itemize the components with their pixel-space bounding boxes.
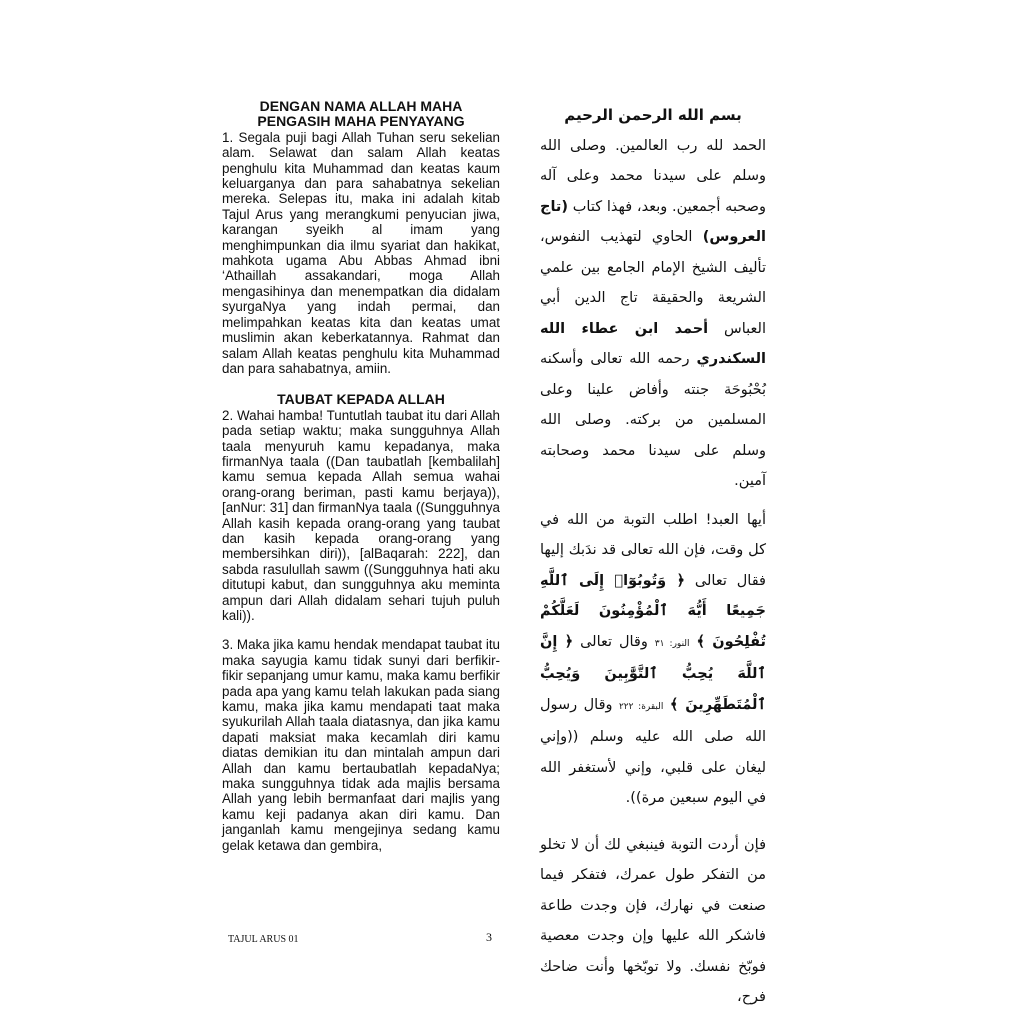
malay-heading-basmala: DENGAN NAMA ALLAH MAHA PENGASIH MAHA PENYAYANG	[257, 98, 465, 130]
arabic-p1-text-a: الحمد لله رب العالمين. وصلى الله وسلم على سيدنا محمد وعلى آله وصحبه أجمعين. وبعد، فهذا كتاب	[540, 137, 766, 215]
arabic-p1-text-c: الحاوي لتهذيب النفوس، تأليف الشيخ الإمام الجامع بين علمي الشريعة والحقيقة تاج الدين أبي العباس	[540, 229, 766, 337]
arabic-p2-text-b: وقال تعالى	[573, 633, 655, 650]
verse-reference-albaqarah: البقرة: ٢٢٢	[618, 701, 664, 712]
arabic-author-name: أحمد ابن عطاء الله السكندري	[540, 320, 766, 367]
malay-translation-column	[222, 99, 500, 853]
arabic-p2-text-a: أيها العبد! اطلب التوبة من الله في كل وقت، فإن الله تعالى قد ندَبك إليها فقال تعالى	[540, 511, 766, 589]
arabic-paragraph-2	[540, 505, 766, 814]
arabic-p2-text-c: وقال رسول الله صلى الله عليه وسلم ((وإني ليغان على قلبي، وإني لأستغفر الله في اليوم سبعين مرة)).	[540, 696, 766, 806]
arabic-paragraph-3: فإن أردت التوبة فينبغي لك أن لا تخلو من التفكر طول عمرك، فتفكر فيما صنعت في نهارك، فإن وجدت طاعة فاشكر الله عليها وإن وجدت معصية فوبّخ نفسك. ولا توبّخها وأنت ضاحك فرح،	[540, 836, 766, 1005]
malay-paragraph-2: 2. Wahai hamba! Tuntutlah taubat itu dari Allah pada setiap waktu; maka sungguhnya Allah taala menyuruh kamu kepadanya, maka firmanNya taala ((Dan taubatlah [kembalilah] kamu semua kepada Allah semua wahai orang-orang beriman, pasti kamu berjaya)), [anNur: 31] dan firmanNya taala ((Sungguhnya Allah kasih kepada orang-orang yang taubat dan kasih kepada orang-orang yang membersihkan diri)), [alBaqarah: 222], dan sabda rasulullah sawm ((Sungguhnya hati aku ditutupi kabut, dan sungguhnya aku meminta ampun dari Allah didalam sehari tujuh puluh kali)).	[222, 407, 500, 623]
malay-heading-taubat: TAUBAT KEPADA ALLAH	[277, 391, 445, 408]
arabic-p1-text-e: رحمه الله تعالى وأسكنه بُحْبُوحَة جنته وأفاض علينا وعلى المسلمين من بركته. وصلى الله وسلم على سيدنا محمد وصحابته آمين.	[540, 351, 766, 489]
verse-reference-annur: النور: ٣١	[654, 638, 690, 649]
footer-book-label: TAJUL ARUS 01	[228, 934, 299, 945]
quran-verse-albaqarah: ﴿ إِنَّ ٱللَّهَ يُحِبُّ ٱلتَّوَّٰبِينَ وَيُحِبُّ ٱلْمُتَطَهِّرِينَ ﴾	[540, 633, 766, 713]
arabic-book-title: (تاج العروس)	[540, 198, 766, 245]
quran-verse-annur: ﴿ وَتُوبُوٓا۟ إِلَى ٱللَّهِ جَمِيعًا أَيُّهَ ٱلْمُؤْمِنُونَ لَعَلَّكُمْ تُفْلِحُونَ ﴾	[540, 572, 767, 650]
malay-paragraph-3: 3. Maka jika kamu hendak mendapat taubat itu maka sayugia kamu tidak sunyi dari berfikir-fikir sepanjang umur kamu, maka kamu berfikir pada apa yang kamu telah lakukan pada siang kamu, maka jika kamu mendapati taat maka syukurilah Allah taala diatasnya, dan jika kamu dapati maksiat maka kecamlah diri kamu diatas demikian itu dan mintalah ampun dari Allah dan kamu bertaubatlah kepadaNya; maka sungguhnya tidak ada majlis bersama Allah yang lebih bermanfaat dari majlis yang kamu keji padanya akan diri kamu. Dan janganlah kamu mengejinya sedang kamu gelak ketawa dan gembira,	[222, 637, 500, 853]
arabic-text-column	[540, 100, 766, 1013]
malay-paragraph-1: 1. Segala puji bagi Allah Tuhan seru sekelian alam. Selawat dan salam Allah keatas penghulu kita Muhammad dan keatas kaum keluarganya dan para sahabatnya sekelian mereka. Selepas itu, maka ini adalah kitab Tajul Arus yang merangkumi penyucian jiwa, karangan syeikh al imam yang menghimpunkan dia ilmu syariat dan hakikat, mahkota ugama Abu Abbas Ahmad ibni ‘Athaillah assakandari, moga Allah mengasihinya dan menempatkan dia didalam syurgaNya yang indah permai, dan melimpahkan keatas kita dan keatas umat muslimin akan keberkatannya. Rahmat dan salam Allah keatas penghulu kita Muhammad dan para sahabatnya, amiin.	[222, 129, 500, 376]
arabic-basmala: بسم الله الرحمن الرحيم	[564, 106, 742, 124]
arabic-paragraph-1	[540, 131, 766, 497]
page-number: 3	[486, 930, 492, 944]
